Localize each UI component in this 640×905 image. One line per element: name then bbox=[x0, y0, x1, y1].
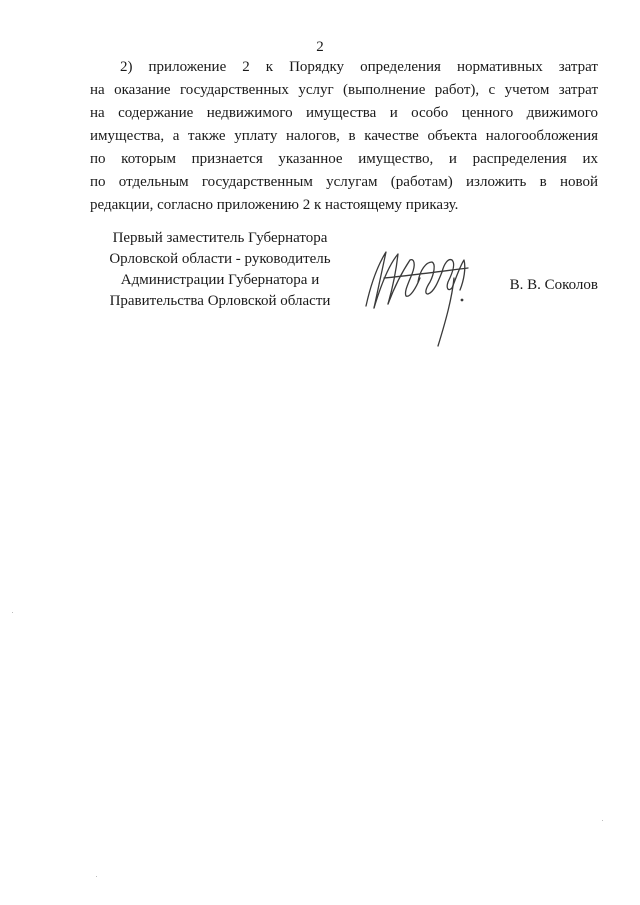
signatory-position-line: Орловской области - руководитель bbox=[109, 251, 331, 267]
signatory-position-line: Первый заместитель Губернатора bbox=[112, 230, 328, 246]
signatory-position-line: Администрации Губернатора и bbox=[120, 272, 320, 288]
signatory-name: В. В. Соколов bbox=[509, 277, 598, 293]
amendment-paragraph bbox=[90, 56, 598, 217]
paragraph-line: по отдельным государственным услугам (работам) изложить в новой bbox=[90, 174, 598, 190]
page-number: 2 bbox=[316, 39, 324, 55]
paragraph-line: на оказание государственных услуг (выполнение работ), с учетом затрат bbox=[90, 82, 598, 98]
signatory-position bbox=[92, 228, 348, 312]
signatory-position-line: Правительства Орловской области bbox=[109, 293, 331, 309]
scan-speck bbox=[12, 612, 13, 613]
paragraph-line: по которым признается указанное имущество, и распределения их bbox=[90, 151, 598, 167]
paragraph-line: 2) приложение 2 к Порядку определения нормативных затрат bbox=[120, 59, 598, 75]
scan-speck bbox=[96, 876, 97, 877]
paragraph-line: имущества, а также уплату налогов, в качестве объекта налогообложения bbox=[90, 128, 598, 144]
scan-speck bbox=[602, 820, 603, 821]
paragraph-line: редакции, согласно приложению 2 к настоящему приказу. bbox=[90, 197, 459, 213]
handwritten-signature bbox=[356, 238, 484, 353]
paragraph-line: на содержание недвижимого имущества и особо ценного движимого bbox=[90, 105, 598, 121]
